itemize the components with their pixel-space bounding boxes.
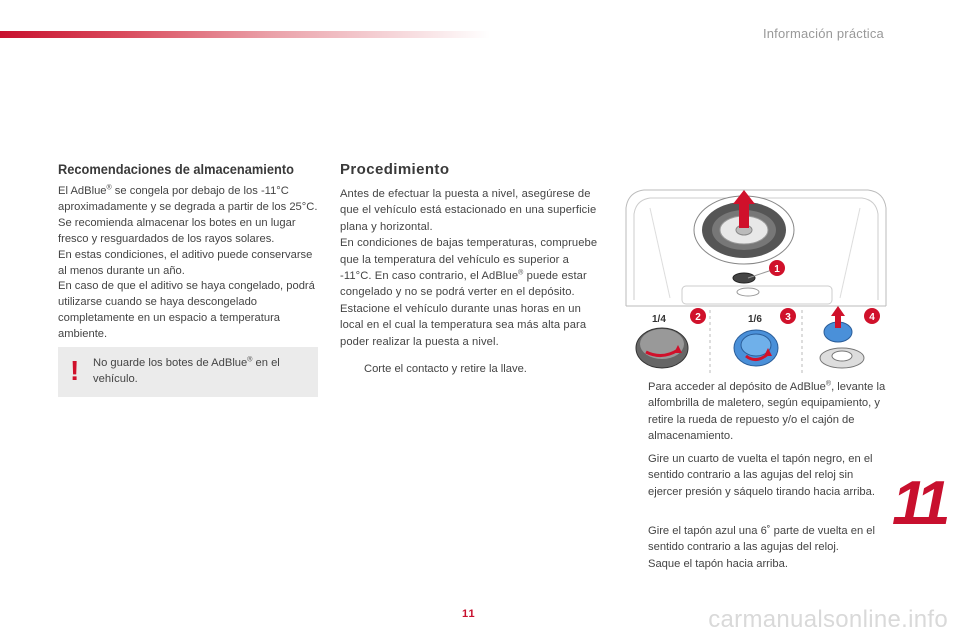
step-item: Gire el tapón azul una 6˚ parte de vuelta en el sentido contrario a las agujas del reloj.: [648, 525, 876, 554]
svg-text:2: 2: [695, 312, 701, 323]
step-item: Corte el contacto y retire la llave.: [364, 363, 527, 375]
step-item: Para acceder al depósito de AdBlue®, levante la alfombrilla de maletero, según equipamiento, y retire la rueda de repuesto y/o el cajón de almacenamiento.: [648, 380, 886, 443]
section-title: Información práctica: [762, 26, 884, 41]
storage-text: El AdBlue® se congela por debajo de los -11°C aproximadamente y se degrada a partir de los 25°C. Se recomienda almacenar los botes en un lugar fresco y resguardados de los rayos solares. En estas condiciones, el aditivo puede conservarse al menos durante un año. En caso de que el aditivo se haya congelado, podrá utilizarse cuando se haya descongelado completamente en un espacio a temperatura ambiente.: [58, 184, 318, 341]
step-item: Saque el tapón hacia arriba.: [648, 558, 788, 570]
page-number: 11: [462, 608, 476, 620]
svg-text:4: 4: [869, 312, 875, 323]
warning-icon: !: [70, 355, 80, 386]
trunk-diagram: [620, 188, 890, 376]
procedure-text: Antes de efectuar la puesta a nivel, asegúrese de que el vehículo está estacionado en una superficie plana y horizontal. En condiciones de bajas temperaturas, compruebe que la temperatura del vehículo es superior a -11°C. En caso contrario, el AdBlue® puede estar congelado y no se podrá verter en el depósito. Estacione el vehículo durante unas horas en un local en el cual la temperatura sea más alta para poder realizar la puesta a nivel.: [340, 188, 598, 348]
quarter-turn-label: 1/4: [652, 314, 666, 325]
step-item: Gire un cuarto de vuelta el tapón negro, en el sentido contrario a las agujas del reloj sin ejercer presión y sáquelo tirando hacia arriba.: [648, 453, 875, 498]
warning-note: [58, 347, 318, 397]
procedure-heading: Procedimiento: [340, 161, 450, 178]
watermark: carmanualsonline.info: [708, 606, 948, 633]
header-color-bar: [0, 31, 490, 38]
warning-text: No guarde los botes de AdBlue® en el vehículo.: [93, 356, 280, 385]
svg-text:3: 3: [785, 312, 791, 323]
sixth-turn-label: 1/6: [748, 314, 762, 325]
chapter-number: 11: [892, 469, 945, 538]
svg-text:1: 1: [774, 264, 780, 275]
storage-heading: Recomendaciones de almacenamiento: [58, 162, 294, 177]
